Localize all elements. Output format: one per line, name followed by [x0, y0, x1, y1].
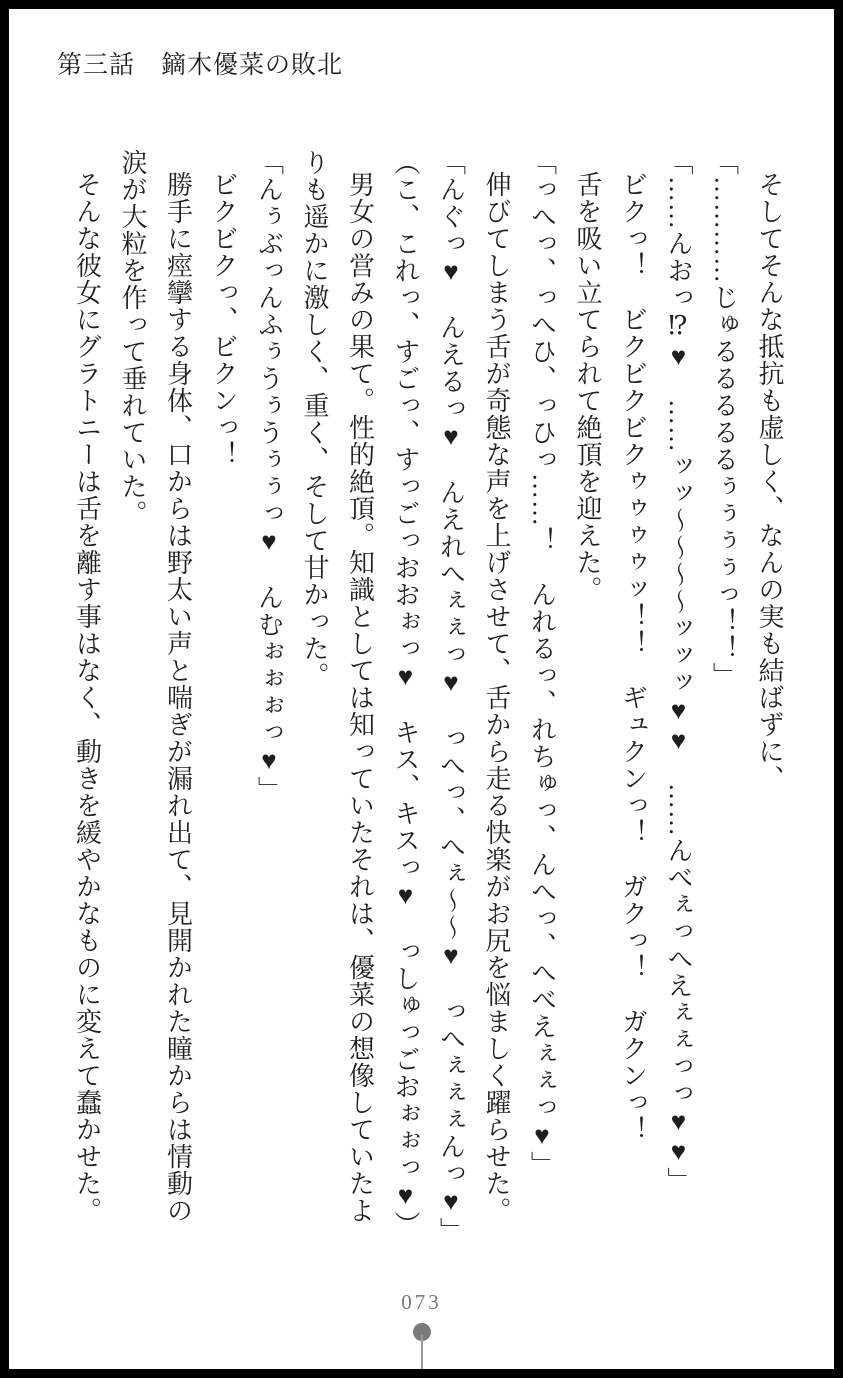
text-line: 「…………じゅるるるるるぅぅぅぅっ！！」 — [709, 149, 739, 689]
text-line: 「んぐっ♥ んえるっ♥ んえれへぇぇっ♥ っへっ、へぇ～～♥ っへぇぇぇんっ♥」 — [436, 149, 466, 1244]
text-line: りも遥かに激しく、重く、そして甘かった。 — [300, 149, 329, 689]
text-line: 伸びてしまう舌が奇態な声を上げさせて、舌から走る快楽がお尻を悩ましく躍らせた。 — [482, 171, 511, 1224]
text-line: 「……んおっ⁉♥ ……ッッ～～～～ッッッ♥♥ ……んべぇっへえぇぇっっ♥♥」 — [664, 149, 693, 1194]
footer-stem-line — [421, 1335, 423, 1369]
text-line: 涙が大粒を作って垂れていた。 — [118, 149, 147, 527]
text-line: そしてそんな抵抗も虚しく、なんの実も結ばずに、 — [755, 171, 784, 792]
text-line: 「っへっ、っへひ、っひっ……！ んれるっ、れちゅっ、んへっ、へべえぇぇっ♥」 — [527, 149, 557, 1178]
text-line: 「んぅぶっんふぅうぅうぅぅっ♥ んむぉぉぉっ♥」 — [254, 149, 284, 803]
page-number: 073 — [401, 1290, 442, 1314]
text-line: 舌を吸い立てられて絶頂を迎えた。 — [573, 171, 602, 603]
text-line: 男女の営みの果て。性的絶頂。知識としては知っていたそれは、優菜の想像していたよ — [345, 171, 375, 1224]
text-line: 勝手に痙攣する身体、口からは野太い声と喘ぎが漏れ出て、見開かれた瞳からは情動の — [163, 171, 193, 1224]
text-line: ビクっ！ ビクビクビクゥゥゥゥッ！！ ギュクンっ！ ガクっ！ ガクンっ！ — [618, 171, 648, 1143]
text-line: ビクビクっ、ビクンっ！ — [209, 171, 238, 468]
text-line: （こ、これっ、すごっ、すっごっおおぉっ♥ キス、キスっ♥ っしゅっごおぉぉっ♥） — [391, 149, 420, 1238]
text-line: そんな彼女にグラトニーは舌を離す事はなく、動きを緩やかなものに変えて蠢かせた。 — [72, 171, 102, 1224]
chapter-title: 第三話 鏑木優菜の敗北 — [57, 52, 344, 79]
body-text — [64, 149, 792, 1254]
